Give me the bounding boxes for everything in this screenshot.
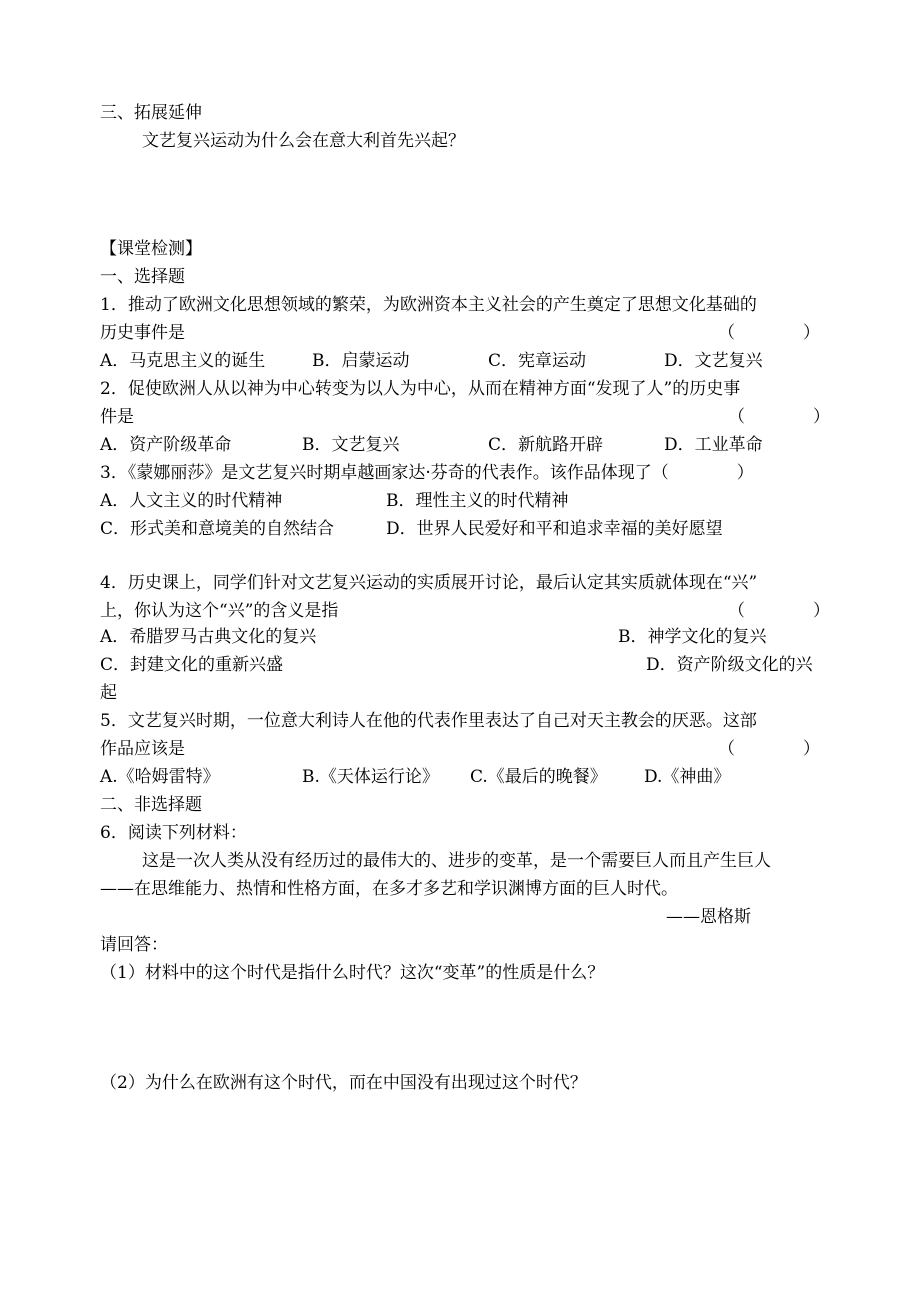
part2-heading: 二、非选择题: [100, 795, 202, 815]
q3-option-c: C．形式美和意境美的自然结合: [100, 519, 335, 539]
q2-option-d: D．工业革命: [664, 435, 763, 455]
q6-material-line1: 这是一次人类从没有经历过的最伟大的、进步的变革，是一个需要巨人而且产生巨人: [142, 851, 771, 871]
q1-option-d: D．文艺复兴: [664, 351, 763, 371]
q1-option-a: A．马克思主义的诞生: [100, 351, 266, 371]
q4-option-c: C．封建文化的重新兴盛: [100, 655, 284, 675]
q6-attribution: ——恩格斯: [666, 907, 751, 927]
q2-option-b: B．文艺复兴: [302, 435, 400, 455]
q4-option-a: A．希腊罗马古典文化的复兴: [100, 627, 317, 647]
q3-line1: 3．《蒙娜丽莎》是文艺复兴时期卓越画家达·芬奇的代表作。该作品体现了（ ）: [100, 463, 754, 483]
q6-subquestion-1: （1）材料中的这个时代是指什么时代？这次“变革”的性质是什么？: [100, 963, 605, 983]
q6-title: 6．阅读下列材料：: [100, 823, 247, 843]
classroom-test-title: 【课堂检测】: [100, 239, 202, 259]
q1-line1: 1．推动了欧洲文化思想领域的繁荣，为欧洲资本主义社会的产生奠定了思想文化基础的: [100, 295, 757, 315]
q5-line2-row: [100, 736, 824, 763]
q1-answer-paren: （ ）: [718, 323, 820, 343]
q5-option-c: C.《最后的晚餐》: [470, 767, 607, 787]
q5-option-d: D.《神曲》: [644, 767, 731, 787]
q5-answer-paren: （ ）: [718, 739, 820, 759]
q3-option-a: A．人文主义的时代精神: [100, 491, 283, 511]
part1-heading: 一、选择题: [100, 267, 185, 287]
q2-line1: 2．促使欧洲人从以神为中心转变为以人为中心，从而在精神方面“发现了人”的历史事: [100, 379, 741, 399]
q3-option-b: B．理性主义的时代精神: [386, 491, 569, 511]
q1-line2: 历史事件是: [100, 323, 185, 343]
q4-answer-paren: （ ）: [728, 601, 830, 621]
q4-line2-row: [100, 598, 830, 625]
q1-line2-row: [100, 320, 824, 347]
q2-line2: 件是: [100, 407, 134, 427]
q4-option-d-wrap: 起: [100, 683, 117, 703]
q6-material-line2: ——在思维能力、热情和性格方面，在多才多艺和学识渊博方面的巨人时代。: [100, 879, 678, 899]
q2-option-a: A．资产阶级革命: [100, 435, 232, 455]
q2-option-c: C．新航路开辟: [488, 435, 604, 455]
q4-line2: 上，你认为这个“兴”的含义是指: [100, 601, 339, 621]
q1-option-b: B．启蒙运动: [312, 351, 410, 371]
q6-subquestion-2: （2）为什么在欧洲有这个时代，而在中国没有出现过这个时代？: [100, 1073, 587, 1093]
section3-question: 文艺复兴运动为什么会在意大利首先兴起？: [142, 131, 465, 151]
q1-option-c: C．宪章运动: [488, 351, 587, 371]
q5-line1: 5．文艺复兴时期，一位意大利诗人在他的代表作里表达了自己对天主教会的厌恶。这部: [100, 711, 757, 731]
q5-option-a: A.《哈姆雷特》: [100, 767, 220, 787]
section3-heading: 三、拓展延伸: [100, 103, 202, 123]
q4-line1: 4．历史课上，同学们针对文艺复兴运动的实质展开讨论，最后认定其实质就体现在“兴”: [100, 573, 758, 593]
q5-line2: 作品应该是: [100, 739, 185, 759]
q2-answer-paren: （ ）: [728, 407, 830, 427]
q5-option-b: B.《天体运行论》: [302, 767, 439, 787]
q4-option-d: D．资产阶级文化的兴: [646, 655, 813, 675]
q3-option-d: D．世界人民爱好和平和追求幸福的美好愿望: [386, 519, 723, 539]
q6-prompt: 请回答：: [100, 935, 168, 955]
q4-option-b: B．神学文化的复兴: [618, 627, 767, 647]
q2-line2-row: [100, 404, 830, 431]
